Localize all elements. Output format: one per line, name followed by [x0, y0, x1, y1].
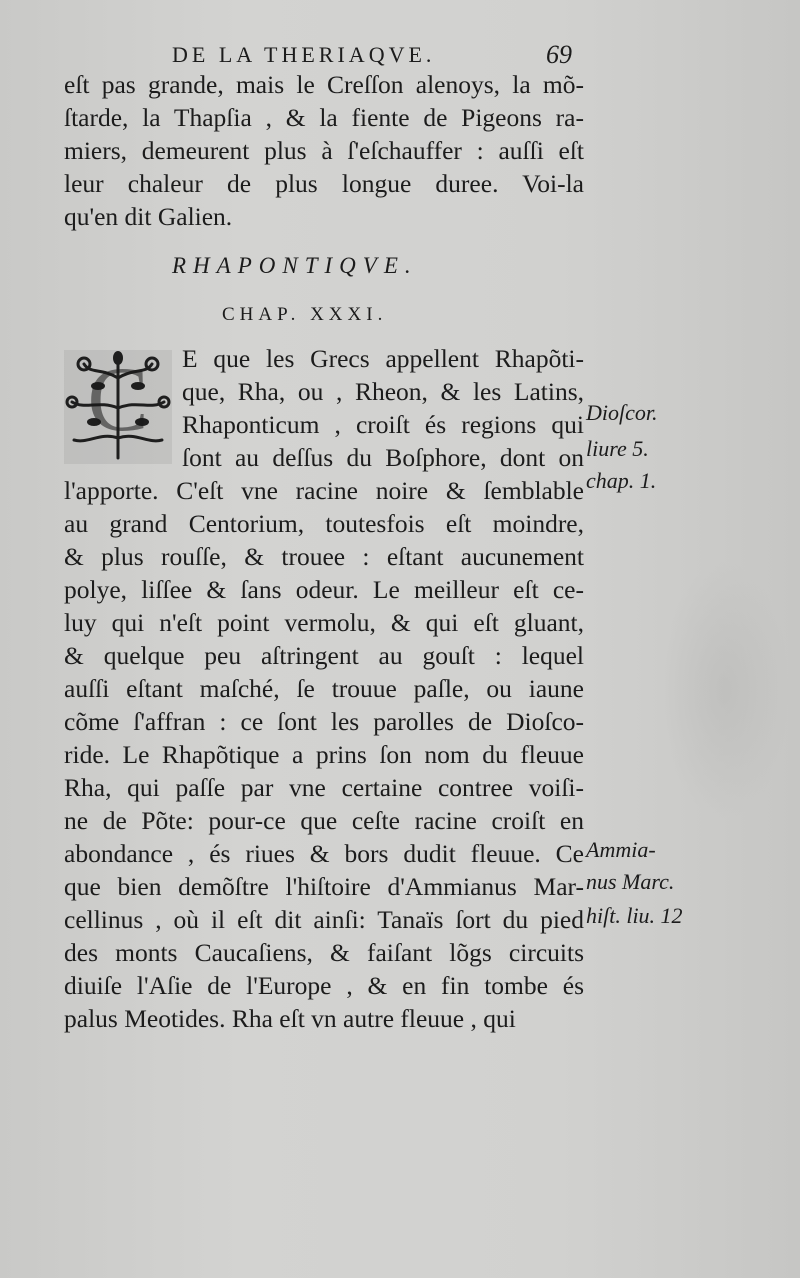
text-line: ne de Põte: pour-ce que ceſte racine croiſt en: [64, 806, 584, 835]
text-line: au grand Centorium, toutesfois eſt moindre,: [64, 509, 584, 538]
text-line: que bien demõſtre l'hiſtoire d'Ammianus Mar-: [64, 872, 584, 901]
text-line: eſt pas grande, mais le Creſſon alenoys, la mõ-: [64, 70, 584, 99]
text-line: cõme ſ'affran : ce ſont les parolles de Dioſco-: [64, 707, 584, 736]
text-line: l'apporte. C'eſt vne racine noire & ſemblable: [64, 476, 584, 505]
text-line: luy qui n'eſt point vermolu, & qui eſt gluant,: [64, 608, 584, 637]
text-line: miers, demeurent plus à ſ'eſchauffer : auſſi eſt: [64, 136, 584, 165]
margin-note: nus Marc.: [586, 869, 675, 894]
section-title: RHAPONTIQVE.: [172, 253, 418, 278]
text-line: que, Rha, ou , Rheon, & les Latins,: [182, 377, 584, 406]
text-line: auſſi eſtant maſché, ſe trouue paſle, ou iaune: [64, 674, 584, 703]
margin-note: liure 5.: [586, 436, 649, 461]
text-line: & plus rouſſe, & trouee : eſtant aucunement: [64, 542, 584, 571]
text-line: palus Meotides. Rha eſt vn autre fleuue , qui: [64, 1004, 516, 1033]
ink-bleed-through: [660, 560, 790, 820]
text-line: ride. Le Rhapõtique a prins ſon nom du fleuue: [64, 740, 584, 769]
decorated-initial: [62, 348, 174, 466]
text-line: polye, liſſee & ſans odeur. Le meilleur eſt ce-: [64, 575, 584, 604]
text-line: des monts Caucaſiens, & faiſant lõgs circuits: [64, 938, 584, 967]
text-line: leur chaleur de plus longue duree. Voi-la: [64, 169, 584, 198]
margin-note: Dioſcor.: [586, 400, 658, 425]
page-number: 69: [546, 40, 572, 69]
running-title: DE LA THERIAQVE.: [172, 42, 436, 67]
margin-note: chap. 1.: [586, 468, 657, 493]
margin-note: hiſt. liu. 12: [586, 903, 683, 928]
text-line: E que les Grecs appellent Rhapõti-: [182, 344, 584, 373]
text-line: cellinus , où il eſt dit ainſi: Tanaïs ſort du pied: [64, 905, 584, 934]
chapter-heading: CHAP. XXXI.: [222, 304, 388, 325]
text-line: Rhaponticum , croiſt és regions qui: [182, 410, 584, 439]
floral-ornament-icon: [62, 348, 174, 466]
text-line: qu'en dit Galien.: [64, 202, 233, 231]
text-line: & quelque peu aſtringent au gouſt : lequel: [64, 641, 584, 670]
drop-cap-letter: C: [87, 348, 149, 450]
text-line: ſont au deſſus du Boſphore, dont on: [182, 443, 584, 472]
text-line: Rha, qui paſſe par vne certaine contree voiſi-: [64, 773, 584, 802]
text-line: ſtarde, la Thapſia , & la fiente de Pigeons ra-: [64, 103, 584, 132]
text-line: abondance , és riues & bors dudit fleuue. Ce: [64, 839, 584, 868]
text-line: diuiſe l'Aſie de l'Europe , & en fin tombe és: [64, 971, 584, 1000]
margin-note: Ammia-: [586, 837, 656, 862]
